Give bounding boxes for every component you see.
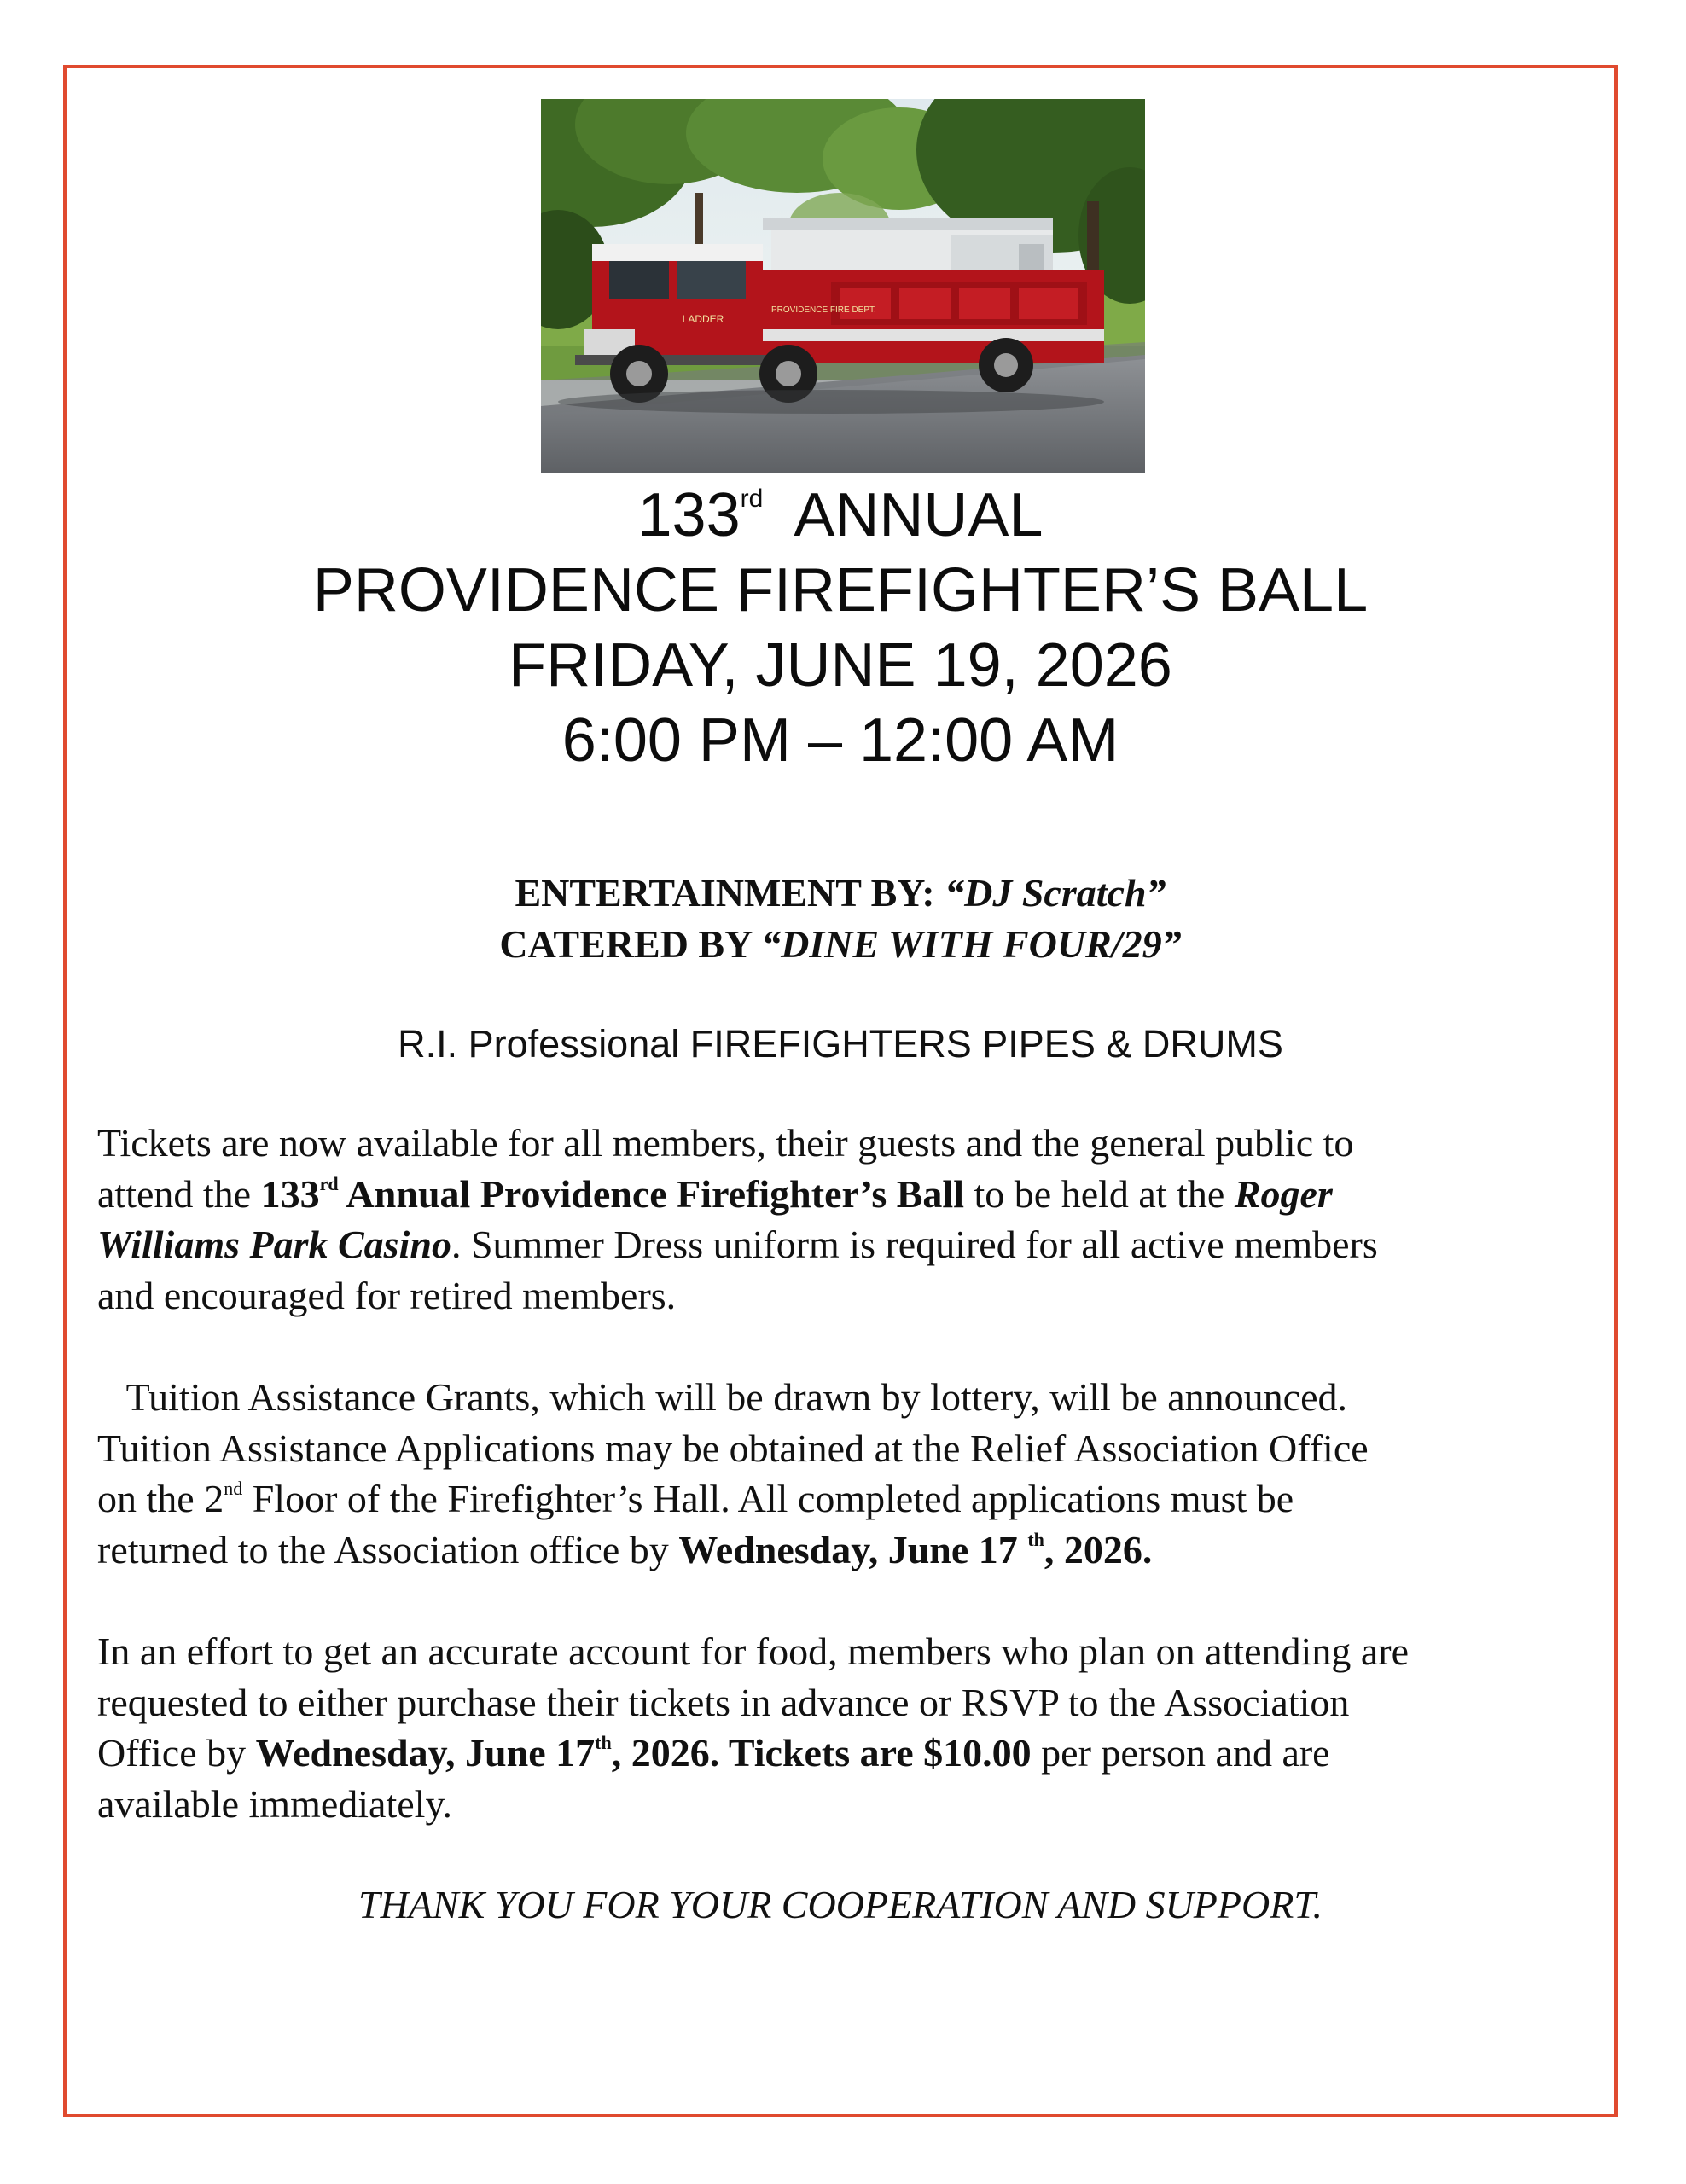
- p3-line-4: available immediately.: [97, 1781, 452, 1826]
- ticket-price: , 2026. Tickets are $10.00: [611, 1731, 1032, 1774]
- return-text: returned to the Association office by: [97, 1527, 679, 1571]
- deadline-year: , 2026.: [1044, 1527, 1153, 1571]
- entertainment-line: [63, 868, 1618, 919]
- floor-suffix: nd: [224, 1478, 243, 1499]
- office-by-text: Office by: [97, 1731, 256, 1774]
- fire-truck-photo: [541, 99, 1145, 473]
- event-date: FRIDAY, JUNE 19, 2026: [509, 631, 1172, 700]
- ball-number: [261, 1172, 964, 1216]
- ball-number-value: 133: [260, 1171, 320, 1216]
- p3-line-2: requested to either purchase their tickets in advance or RSVP to the Association: [97, 1680, 1350, 1724]
- p2-line-3: [97, 1473, 1599, 1525]
- event-edition: [63, 478, 1618, 553]
- tickets-paragraph: [97, 1118, 1599, 1321]
- tuition-paragraph: [97, 1372, 1599, 1575]
- catered-value: “DINE WITH FOUR/29”: [761, 922, 1182, 966]
- p1-line-2-mid: to be held at the: [964, 1171, 1235, 1216]
- annual-word: ANNUAL: [794, 481, 1044, 549]
- floor-rest: Floor of the Firefighter’s Hall. All completed applications must be: [242, 1477, 1294, 1520]
- p3-line-1: In an effort to get an accurate account for food, members who plan on attending are: [97, 1629, 1409, 1673]
- edition-number: 133: [637, 481, 741, 549]
- entertainment-label: ENTERTAINMENT BY:: [515, 871, 935, 915]
- p2-line-2: Tuition Assistance Applications may be obtained at the Relief Association Office: [97, 1426, 1369, 1470]
- p1-line-4: and encouraged for retired members.: [97, 1273, 677, 1317]
- floor-text: on the 2: [97, 1477, 224, 1520]
- rsvp-paragraph: [97, 1626, 1599, 1829]
- p1-line-2: [97, 1169, 1599, 1220]
- ball-number-suffix: rd: [319, 1172, 339, 1194]
- p1-line-1: Tickets are now available for all members, their guests and the general public to: [97, 1121, 1354, 1165]
- venue-part-1: Roger: [1234, 1171, 1333, 1216]
- entertainment-value: “DJ Scratch”: [945, 871, 1166, 915]
- rsvp-date: Wednesday, June 17: [255, 1731, 596, 1774]
- p1-line-3: [97, 1219, 1599, 1270]
- closing-thanks: THANK YOU FOR YOUR COOPERATION AND SUPPORT.: [358, 1883, 1323, 1926]
- deadline-date: Wednesday, June 17: [678, 1527, 1028, 1571]
- p1-line-2-text: attend the: [97, 1171, 261, 1216]
- p2-line-1: Tuition Assistance Grants, which will be drawn by lottery, will be announced.: [97, 1375, 1347, 1419]
- event-time: 6:00 PM – 12:00 AM: [561, 706, 1119, 775]
- per-person-text: per person and are: [1031, 1731, 1330, 1774]
- deadline-suffix: th: [1027, 1528, 1044, 1550]
- dress-requirement: . Summer Dress uniform is required for all active members: [451, 1223, 1378, 1266]
- event-title: PROVIDENCE FIREFIGHTER’S BALL: [312, 556, 1369, 624]
- p3-line-3: [97, 1728, 1599, 1779]
- p2-line-4: [97, 1525, 1599, 1576]
- rsvp-suffix: th: [595, 1732, 612, 1753]
- truck-side-label: PROVIDENCE FIRE DEPT.: [771, 305, 876, 315]
- catered-label: CATERED BY: [499, 922, 752, 966]
- truck-ladder-label: LADDER: [682, 313, 724, 325]
- pipes-drums-line: R.I. Professional FIREFIGHTERS PIPES & DRUMS: [398, 1022, 1283, 1066]
- venue-part-2: Williams Park Casino: [97, 1223, 451, 1266]
- ball-name: Annual Providence Firefighter’s Ball: [338, 1171, 964, 1216]
- edition-suffix: rd: [740, 485, 764, 513]
- catering-line: [63, 919, 1618, 970]
